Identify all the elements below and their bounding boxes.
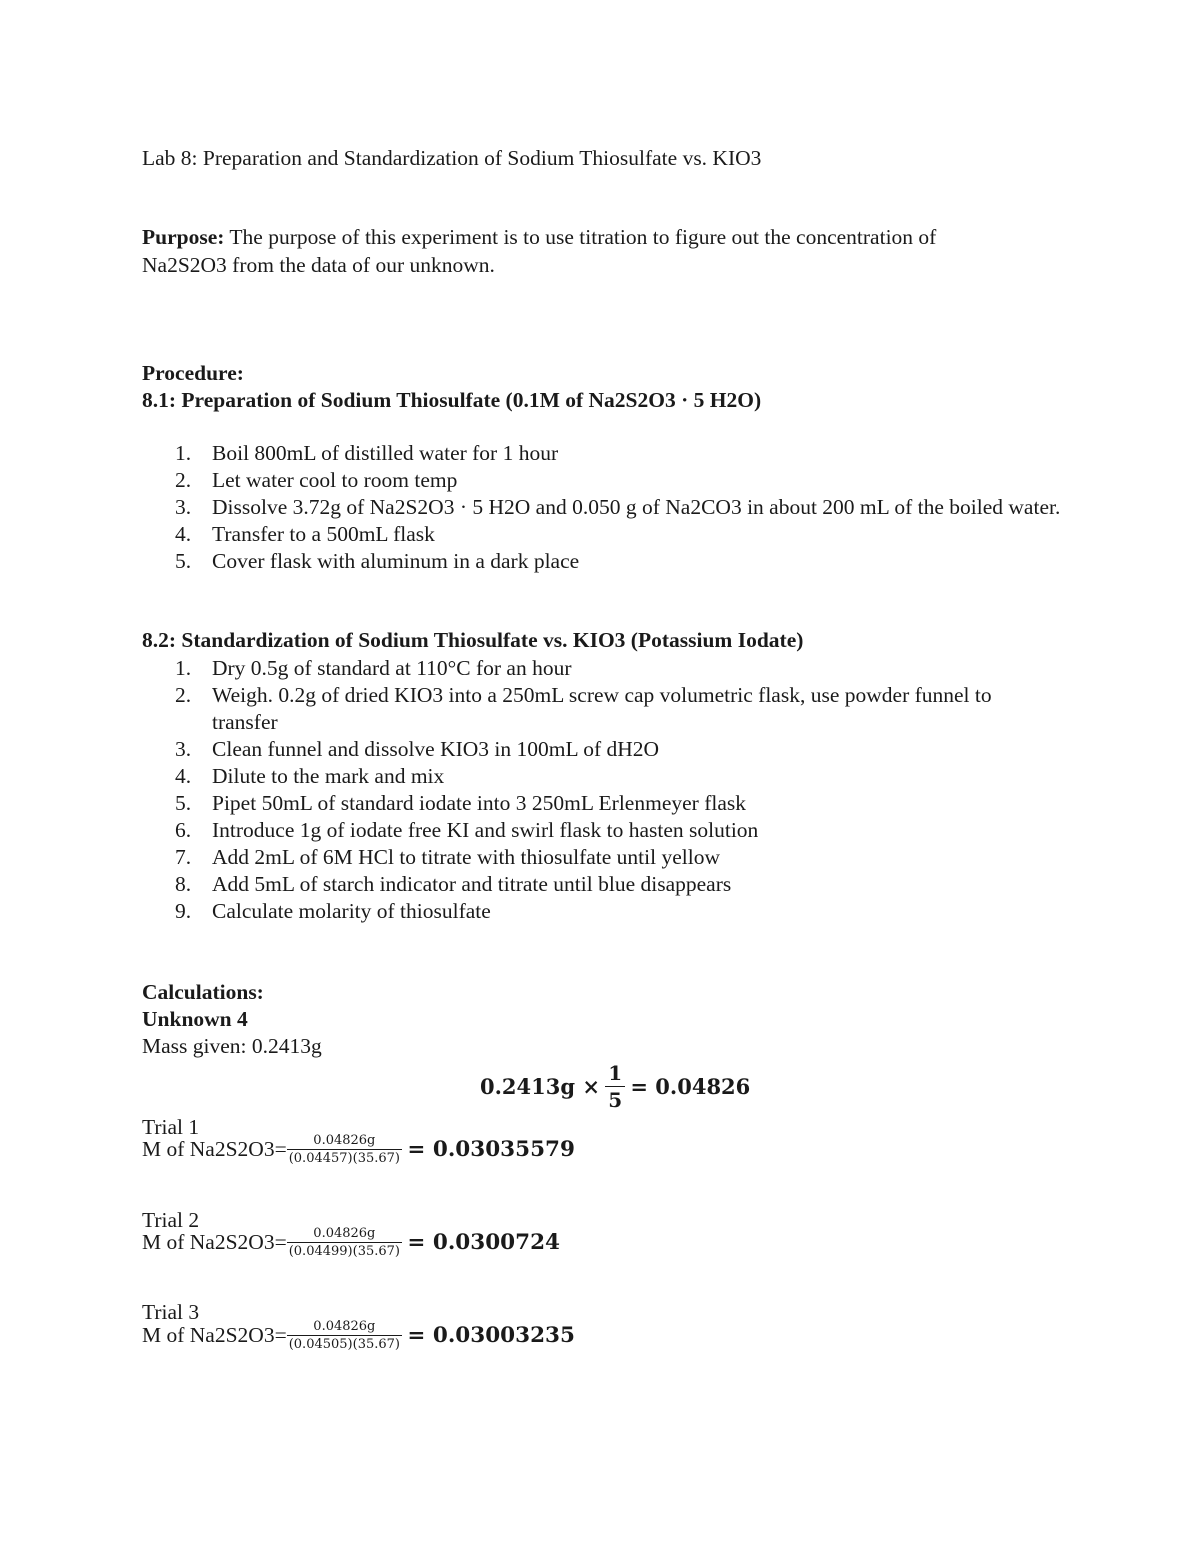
lab-title: Lab 8: Preparation and Standardization of Sodium Thiosulfate vs. KIO3 <box>142 146 762 170</box>
list-item: 5. Cover flask with aluminum in a dark place <box>175 549 580 573</box>
fraction-denominator: (0.04505)(35.67) <box>288 1337 400 1352</box>
section-8-2-title: 8.2: Standardization of Sodium Thiosulfate vs. KIO3 (Potassium Iodate) <box>142 628 804 652</box>
trial-prefix: M of Na2S2O3= <box>142 1137 287 1161</box>
fraction-numerator: 1 <box>608 1061 623 1085</box>
fraction-denominator: (0.04457)(35.67) <box>288 1151 400 1166</box>
calculations-heading: Calculations: <box>142 980 264 1004</box>
fraction <box>287 1132 402 1167</box>
list-item: 8. Add 5mL of starch indicator and titrate until blue disappears <box>175 872 732 896</box>
list-item: 7. Add 2mL of 6M HCl to titrate with thiosulfate until yellow <box>175 845 720 869</box>
list-item: 4. Dilute to the mark and mix <box>175 764 445 788</box>
trial-label: Trial 2 <box>142 1208 200 1232</box>
trial-equation <box>142 1132 575 1182</box>
fraction-numerator: 0.04826g <box>313 1133 376 1148</box>
trial-result: = 0.0300724 <box>407 1230 561 1255</box>
fraction <box>605 1060 625 1113</box>
trial-equation <box>142 1318 575 1368</box>
list-item: 6. Introduce 1g of iodate free KI and swirl flask to hasten solution <box>175 818 759 842</box>
list-item: 2. Weigh. 0.2g of dried KIO3 into a 250mL screw cap volumetric flask, use powder funnel to transfer <box>175 683 992 734</box>
unknown-label: Unknown 4 <box>142 1007 248 1031</box>
purpose-line-2: Na2S2O3 from the data of our unknown. <box>142 253 495 277</box>
fraction-numerator: 0.04826g <box>313 1226 376 1241</box>
purpose-line-1 <box>142 224 936 251</box>
list-item: 9. Calculate molarity of thiosulfate <box>175 899 491 923</box>
section-8-1-title: 8.1: Preparation of Sodium Thiosulfate (0.1M of Na2S2O3 · 5 H2O) <box>142 388 762 412</box>
fraction-denominator: (0.04499)(35.67) <box>288 1244 400 1259</box>
trial-label: Trial 1 <box>142 1115 200 1139</box>
list-item: 3. Clean funnel and dissolve KIO3 in 100mL of dH2O <box>175 737 660 761</box>
trial-prefix: M of Na2S2O3= <box>142 1323 287 1347</box>
procedure-heading: Procedure: <box>142 361 244 385</box>
list-item: 1. Dry 0.5g of standard at 110°C for an hour <box>175 656 572 680</box>
fraction <box>287 1318 402 1353</box>
trial-prefix: M of Na2S2O3= <box>142 1230 287 1254</box>
list-item: 1. Boil 800mL of distilled water for 1 hour <box>175 441 559 465</box>
trial-result: = 0.03035579 <box>407 1137 575 1162</box>
list-item: 5. Pipet 50mL of standard iodate into 3 250mL Erlenmeyer flask <box>175 791 746 815</box>
mass-eq-left: 0.2413g × <box>480 1074 600 1099</box>
section-8-2-steps <box>142 655 1122 925</box>
fraction <box>287 1225 402 1260</box>
list-item: 4. Transfer to a 500mL flask <box>175 522 435 546</box>
trial-label: Trial 3 <box>142 1300 200 1324</box>
fraction-denominator: 5 <box>605 1086 625 1113</box>
list-item: 2. Let water cool to room temp <box>175 468 458 492</box>
trial-equation <box>142 1225 560 1275</box>
trial-result: = 0.03003235 <box>407 1323 575 1348</box>
mass-given: Mass given: 0.2413g <box>142 1034 322 1058</box>
purpose-label: Purpose: <box>142 225 225 249</box>
mass-equation <box>480 1060 750 1113</box>
fraction-numerator: 0.04826g <box>313 1319 376 1334</box>
section-8-1-steps <box>142 440 1122 575</box>
purpose-text-1: The purpose of this experiment is to use titration to figure out the concentration of <box>224 225 937 249</box>
mass-eq-right: = 0.04826 <box>630 1074 751 1099</box>
list-item: 3. Dissolve 3.72g of Na2S2O3 · 5 H2O and 0.050 g of Na2CO3 in about 200 mL of the boiled water. <box>175 495 1061 519</box>
